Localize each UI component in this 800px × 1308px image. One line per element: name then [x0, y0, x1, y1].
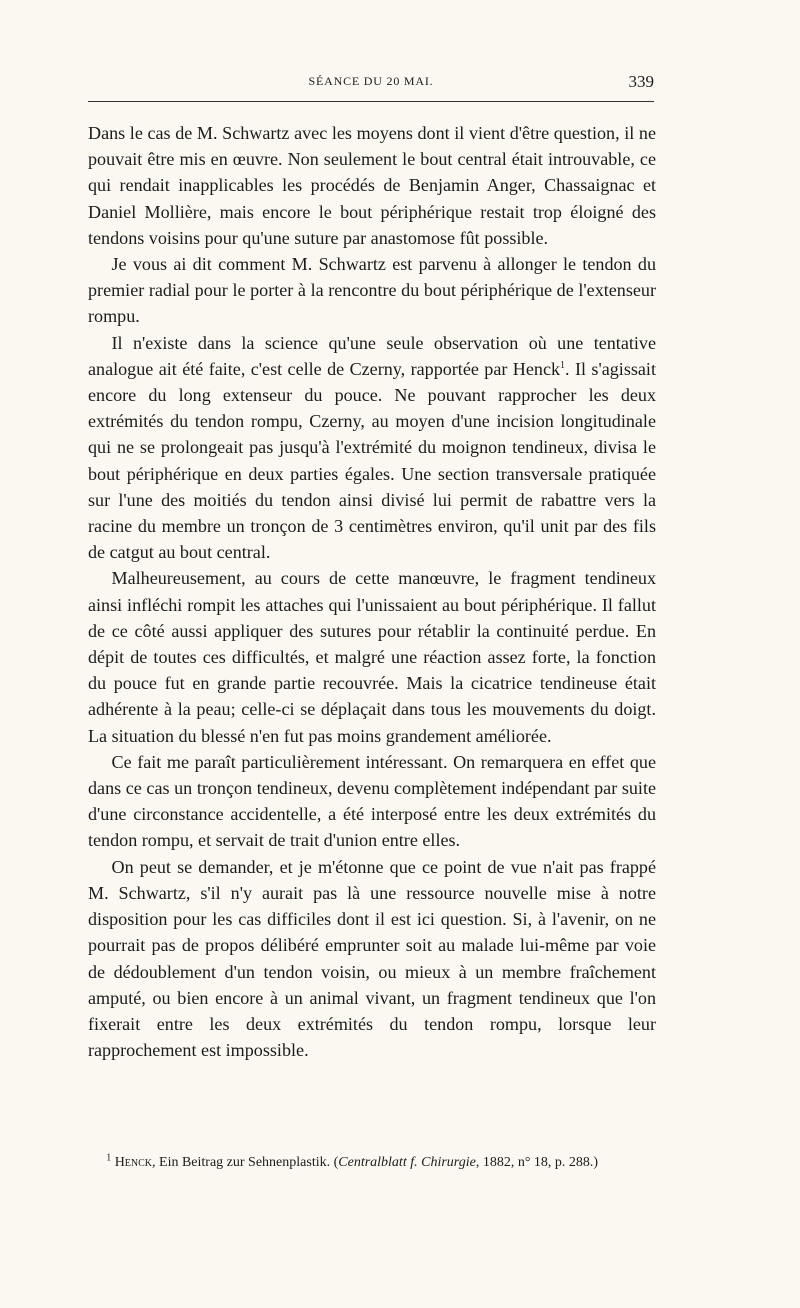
paragraph-3: [88, 330, 656, 566]
paragraph-2: Je vous ai dit comment M. Schwartz est parvenu à allonger le tendon du premier radial pour le porter à la rencontre du bout périphérique de l'extenseur rompu.: [88, 254, 656, 327]
footnote-journal: Centralblatt f. Chirurgie: [338, 1155, 476, 1170]
footnote: [88, 1152, 656, 1174]
footnote-author: Henck: [114, 1155, 153, 1170]
page-header: [88, 74, 654, 96]
footnote-marker: 1: [106, 1152, 112, 1164]
footnote-text-a: , Ein Beitrag zur Sehnenplastik. (: [152, 1155, 339, 1170]
running-head: SÉANCE DU 20 MAI.: [308, 74, 434, 88]
footnote-reference: 1: [560, 359, 566, 371]
footnote-text-b: , 1882, n° 18, p. 288.): [475, 1155, 599, 1170]
paragraph-5: Ce fait me paraît particulièrement intéressant. On remarquera en effet que dans ce cas un tronçon tendineux, devenu complètement indépendant par suite d'une circonstance accidentelle, a été interposé entre les deux extrémités du tendon rompu, et servait de trait d'union entre elles.: [88, 751, 656, 851]
header-rule: [88, 101, 654, 102]
footnote-text: [88, 1152, 656, 1174]
page-number: 339: [628, 72, 654, 91]
paragraph-1: Dans le cas de M. Schwartz avec les moyens dont il vient d'être question, il ne pouvait être mis en œuvre. Non seulement le bout central était introuvable, ce qui rendait inapplicables les procédés de Benjamin Anger, Chassaignac et Daniel Mollière, mais encore le bout périphérique restait trop éloigné des tendons voisins pour qu'une suture par anastomose fût possible.: [88, 123, 656, 248]
paragraph-3-text-a: Il n'existe dans la science qu'une seule observation où une tentative analogue ait été faite, c'est celle de Czerny, rapportée par Henck: [88, 332, 656, 379]
paragraph-4: Malheureusement, au cours de cette manœuvre, le fragment tendineux ainsi infléchi rompit les attaches qui l'unissaient au bout périphérique. Il fallut de ce côté aussi appliquer des sutures pour rétablir la continuité perdue. En dépit de toutes ces difficultés, et malgré une réaction assez forte, la fonction du pouce fut en grande partie recouvrée. Mais la cicatrice tendineuse était adhérente à la peau; celle-ci se déplaçait dans tous les mouvements du doigt. La situation du blessé n'en fut pas moins grandement améliorée.: [88, 568, 656, 746]
paragraph-6: On peut se demander, et je m'étonne que ce point de vue n'ait pas frappé M. Schwartz, s'il n'y aurait pas là une ressource nouvelle mise à notre disposition pour les cas difficiles dont il est ici question. Si, à l'avenir, on ne pourrait pas de propos délibéré emprunter soit au malade lui-même par voie de dédoublement d'un tendon voisin, ou mieux à un membre fraîchement amputé, ou bien encore à un animal vivant, un fragment tendineux que l'on fixerait entre les deux extrémités du tendon rompu, lorsque leur rapprochement est impossible.: [88, 856, 656, 1061]
paragraph-3-text-b: . Il s'agissait encore du long extenseur du pouce. Ne pouvant rapprocher les deux extrémités du tendon rompu, Czerny, au moyen d'une incision longitudinale qui ne se prolongeait pas jusqu'à l'extrémité du moignon tendineux, divisa le bout périphérique en deux parties égales. Une section transversale pratiquée sur l'une des moitiés du tendon ainsi divisé lui permit de rabattre vers la racine du membre un tronçon de 3 centimètres environ, qu'il unit par des fils de catgut au bout central.: [88, 358, 656, 563]
main-text: [88, 120, 656, 1063]
